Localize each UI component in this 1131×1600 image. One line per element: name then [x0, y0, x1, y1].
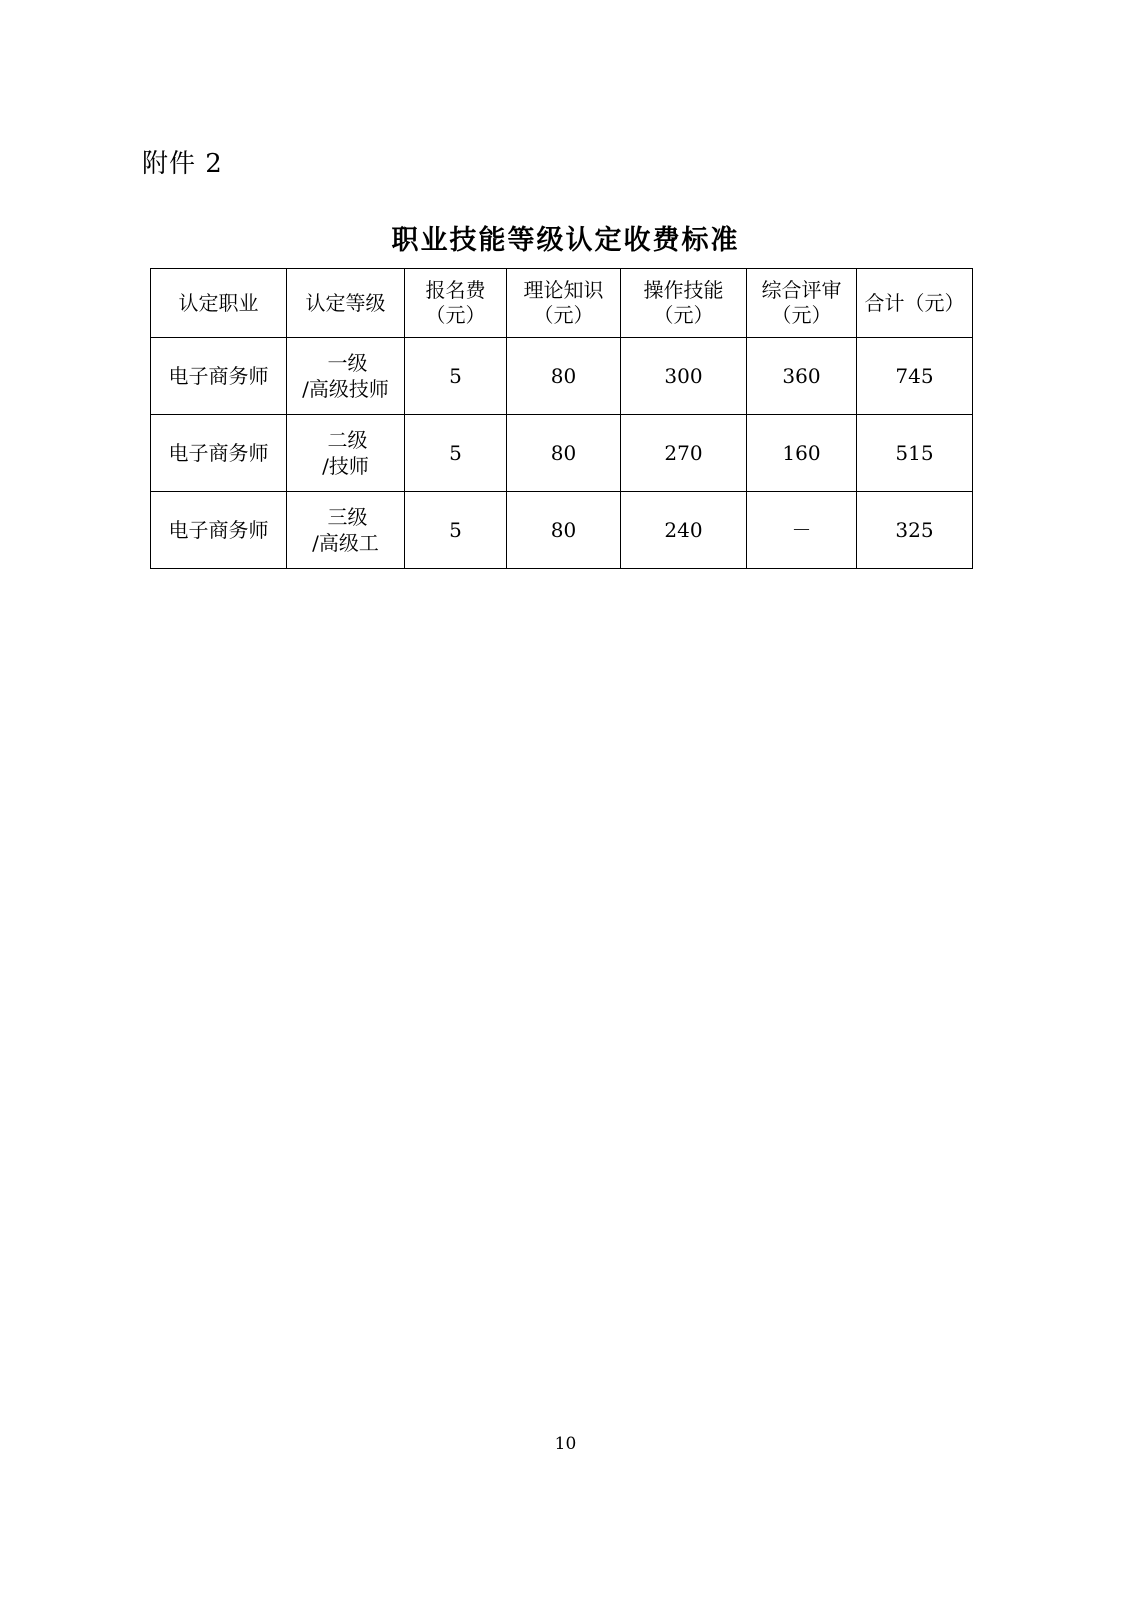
cell-review-fee: 160: [747, 415, 857, 492]
cell-occupation: 电子商务师: [151, 492, 287, 569]
table-row: [151, 492, 973, 569]
cell-skill-fee: 270: [621, 415, 747, 492]
column-header-total-fee: [857, 269, 973, 338]
cell-occupation: 电子商务师: [151, 415, 287, 492]
cell-theory-fee: 80: [507, 338, 621, 415]
cell-registration-fee: 5: [405, 415, 507, 492]
header-line-1: 理论知识: [523, 278, 604, 302]
table-row: [151, 415, 973, 492]
cell-theory-fee: 80: [507, 492, 621, 569]
column-header-theory-fee: [507, 269, 621, 338]
header-line-2: （元）: [425, 303, 486, 327]
cell-level-line-2: /高级工: [312, 531, 379, 555]
column-header-review-fee: [747, 269, 857, 338]
header-line-2: （元）: [771, 303, 832, 327]
header-line-1: 操作技能: [643, 278, 724, 302]
cell-theory-fee: 80: [507, 415, 621, 492]
column-header-skill-fee: [621, 269, 747, 338]
table-row: [151, 338, 973, 415]
cell-total-fee: 325: [857, 492, 973, 569]
column-header-level: [287, 269, 405, 338]
attachment-label: 附件 2: [142, 149, 223, 179]
header-line-1: 综合评审: [761, 278, 842, 302]
cell-review-fee: －: [747, 492, 857, 569]
column-header-registration-fee: [405, 269, 507, 338]
cell-level-line-1: 一级: [327, 351, 368, 375]
cell-total-fee: 745: [857, 338, 973, 415]
cell-skill-fee: 300: [621, 338, 747, 415]
cell-total-fee: 515: [857, 415, 973, 492]
fee-standard-table: [150, 268, 973, 569]
cell-registration-fee: 5: [405, 338, 507, 415]
page-number: 10: [554, 1434, 577, 1454]
cell-level-line-2: /高级技师: [302, 377, 389, 401]
header-line-1: 认定等级: [305, 290, 386, 315]
cell-level-line-1: 三级: [327, 505, 368, 529]
cell-review-fee: 360: [747, 338, 857, 415]
page-title: 职业技能等级认定收费标准: [391, 225, 740, 256]
cell-level: [287, 415, 405, 492]
table-header-row: [151, 269, 973, 338]
cell-registration-fee: 5: [405, 492, 507, 569]
header-line-2: （元）: [533, 303, 594, 327]
header-line-1: 认定职业: [178, 290, 259, 315]
cell-occupation: 电子商务师: [151, 338, 287, 415]
header-line-2: （元）: [653, 303, 714, 327]
cell-level-line-2: /技师: [322, 454, 369, 478]
column-header-occupation: [151, 269, 287, 338]
cell-level-line-1: 二级: [327, 428, 368, 452]
cell-skill-fee: 240: [621, 492, 747, 569]
cell-level: [287, 338, 405, 415]
cell-level: [287, 492, 405, 569]
header-line-1: 合计（元）: [864, 290, 965, 315]
header-line-1: 报名费: [425, 278, 486, 302]
